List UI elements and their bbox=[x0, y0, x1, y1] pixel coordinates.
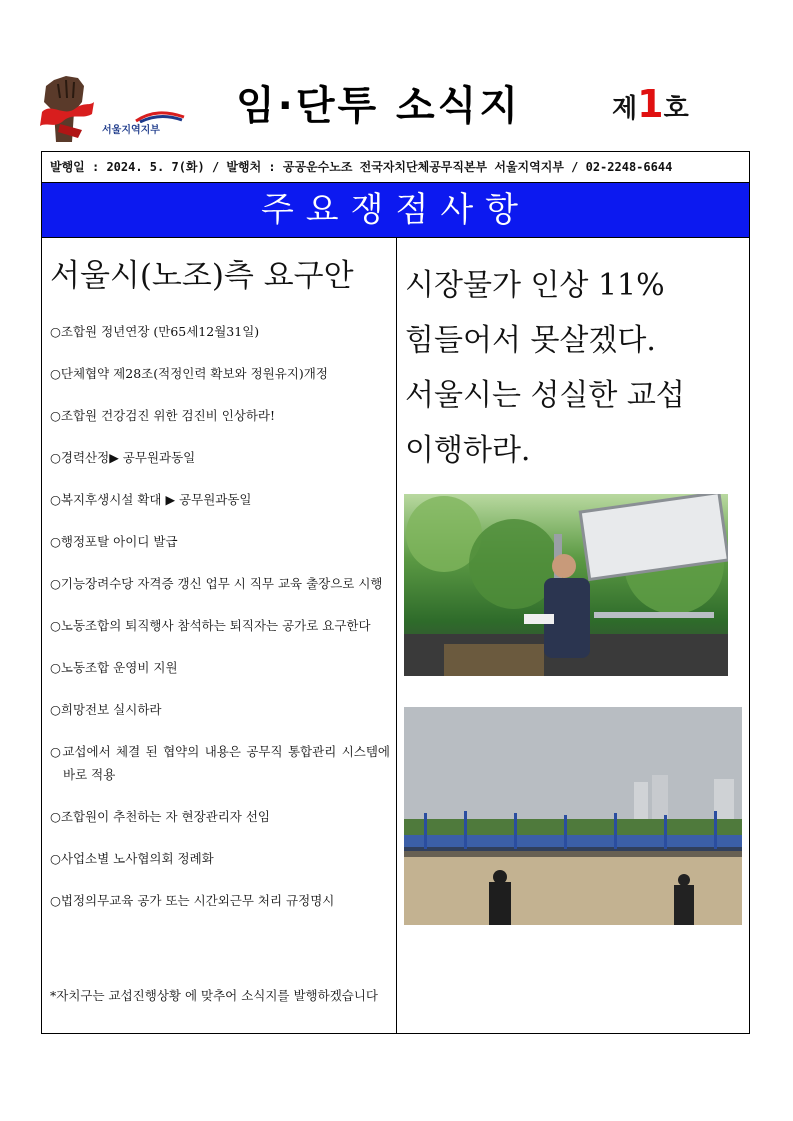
slogan-column bbox=[397, 238, 749, 1033]
speaker-photo-illustration bbox=[404, 494, 728, 676]
rally-speaker-photo bbox=[404, 494, 728, 676]
demand-item: ○조합원 건강검진 위한 검진비 인상하라! bbox=[50, 408, 276, 423]
slogan-line: 서울시는 성실한 교섭 bbox=[405, 378, 685, 413]
slogan-text bbox=[405, 258, 741, 478]
demand-item: ○교섭에서 체결 된 협약의 내용은 공무직 통합관리 시스템에 바로 적용 bbox=[50, 744, 390, 782]
section-banner: 주요쟁점사항 bbox=[42, 183, 749, 238]
newsletter-header bbox=[38, 68, 758, 148]
rally-crowd-photo bbox=[404, 707, 742, 925]
issue-number bbox=[612, 82, 689, 126]
seoul-branch-logo bbox=[96, 108, 186, 138]
demand-item: ○법정의무교육 공가 또는 시간외근무 처리 규정명시 bbox=[50, 893, 335, 908]
demands-column bbox=[42, 238, 397, 1033]
newsletter-title: 임·단투 소식지 bbox=[236, 83, 521, 129]
demand-item: ○노동조합 운영비 지원 bbox=[50, 660, 178, 675]
slogan-line: 이행하라. bbox=[405, 433, 531, 468]
issue-prefix: 제 bbox=[612, 94, 638, 124]
publication-info: 발행일 : 2024. 5. 7(화) / 발행처 : 공공운수노조 전국자치단체공무직본부 서울지역지부 / 02-2248-6644 bbox=[42, 152, 749, 183]
demand-item: ○기능장려수당 자격증 갱신 업무 시 직무 교육 출장으로 시행 bbox=[50, 576, 383, 591]
demand-item: ○경력산정▶ 공무원과동일 bbox=[50, 450, 196, 465]
demand-item: ○노동조합의 퇴직행사 참석하는 퇴직자는 공가로 요구한다 bbox=[50, 618, 371, 633]
demand-item: ○조합원 정년연장 (만65세12월31일) bbox=[50, 324, 260, 339]
crowd-photo-illustration bbox=[404, 707, 742, 925]
demand-item: ○단체협약 제28조(적정인력 확보와 정원유지)개정 bbox=[50, 366, 328, 381]
footnote: *자치구는 교섭진행상황 에 맞추어 소식지를 발행하겠습니다 bbox=[50, 988, 378, 1003]
slogan-line: 시장물가 인상 11% bbox=[405, 268, 665, 303]
issue-number-value: 1 bbox=[637, 82, 664, 126]
slogan-line: 힘들어서 못살겠다. bbox=[405, 323, 656, 358]
demand-item: ○행정포탈 아이디 발급 bbox=[50, 534, 178, 549]
demand-list bbox=[50, 320, 390, 931]
raised-fist-logo bbox=[38, 72, 96, 142]
demand-item: ○사업소별 노사협의회 정례화 bbox=[50, 851, 214, 866]
demand-item: ○희망전보 실시하라 bbox=[50, 702, 162, 717]
logo-text: 서울지역지부 bbox=[102, 125, 160, 136]
demands-title: 서울시(노조)측 요구안 bbox=[50, 258, 354, 294]
newsletter-body bbox=[41, 151, 750, 1034]
demand-item: ○복지후생시설 확대 ▶ 공무원과동일 bbox=[50, 492, 252, 507]
issue-suffix: 호 bbox=[663, 94, 689, 124]
demand-item: ○조합원이 추천하는 자 현장관리자 선임 bbox=[50, 809, 271, 824]
